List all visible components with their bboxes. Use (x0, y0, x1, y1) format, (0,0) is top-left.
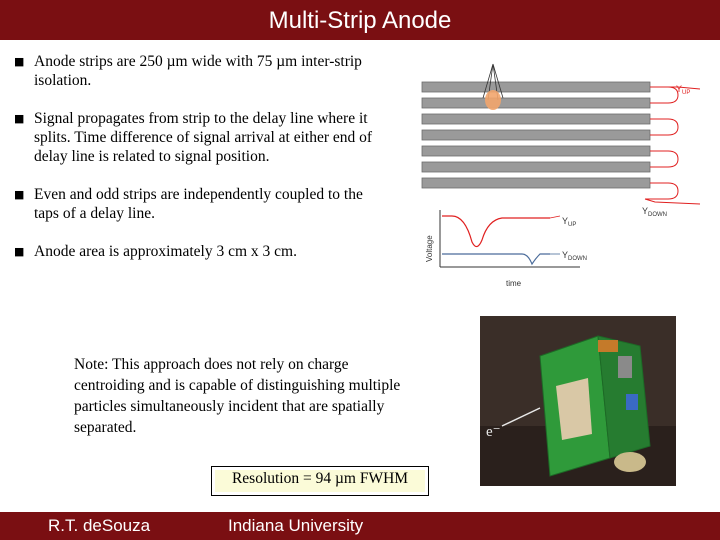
bullet-marker: ■ (14, 245, 25, 258)
y-down-trace (442, 254, 550, 264)
detector-photo (480, 316, 676, 486)
bullet-item (14, 242, 386, 261)
y-up-label: $Y_{UP}$ (676, 84, 691, 96)
bullet-text: Signal propagates from strip to the delay line where it splits. Time difference of signal arrival at either end of delay line is related to signal position. (34, 110, 373, 165)
note-text: Note: This approach does not rely on charge centroiding and is capable of distinguishing multiple particles simultaneously incident that are spatially separated. (74, 356, 401, 436)
signal-plot (425, 210, 587, 288)
plot-y-up-label: $Y_{UP}$ (562, 216, 577, 228)
y-up-leader (550, 216, 560, 218)
resolution-box (211, 466, 429, 496)
time-axis-label: time (506, 279, 522, 288)
voltage-axis-label: Voltage (425, 235, 434, 262)
resolution-text: Resolution = 94 µm FWHM (231, 470, 409, 487)
delay-line-diagram (410, 52, 710, 297)
plot-y-down-label: $Y_{DOWN}$ (562, 250, 588, 262)
bullet-marker: ■ (14, 55, 25, 68)
board-image (540, 336, 650, 476)
footer-bar (0, 512, 720, 540)
delay-line-down (645, 199, 700, 204)
bullet-item (14, 185, 386, 223)
bullet-marker: ■ (14, 188, 25, 201)
bullet-item (14, 109, 386, 166)
bullet-text: Anode area is approximately 3 cm x 3 cm. (34, 243, 297, 260)
bullet-item (14, 52, 386, 90)
bullet-marker: ■ (14, 112, 25, 125)
bullet-text: Even and odd strips are independently coupled to the taps of a delay line. (34, 186, 363, 222)
bullet-text: Anode strips are 250 µm wide with 75 µm inter-strip isolation. (34, 53, 362, 89)
author-name: R.T. deSouza (48, 516, 151, 535)
title-bar (0, 0, 720, 40)
y-down-label: $Y_{DOWN}$ (642, 206, 668, 218)
y-up-trace (442, 216, 550, 247)
slide-title: Multi-Strip Anode (268, 7, 452, 34)
electron-label: e⁻ (486, 424, 501, 440)
bullet-list (14, 52, 386, 280)
anode-strips (422, 82, 650, 188)
university-name: Indiana University (228, 516, 364, 535)
